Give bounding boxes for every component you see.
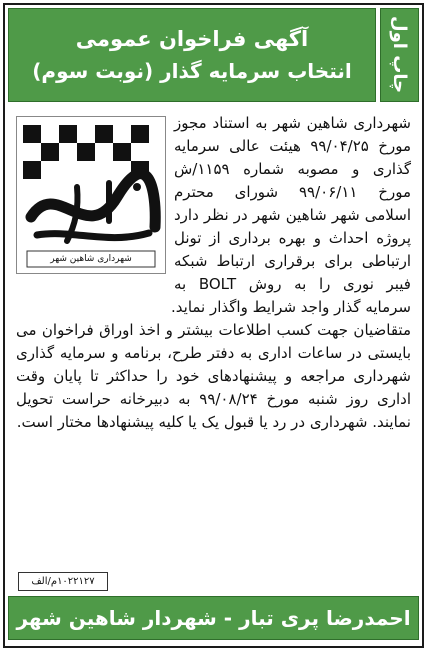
ad-paragraph-intro: شهرداری شاهین شهر به استناد مجوز مورخ ۹۹/۰۴/۲۵ هیئت عالی سرمایه گذاری و مصوبه شماره ۱۱۵۹/ش مورخ ۹۹/۰۶/۱۱ شورای محترم اسلامی شهر شاهین شهر در نظر دارد پروژه احداث و بهره برداری از تونل ارتباطی برای برقراری ارتباط شبکه فیبر نوری را به روش BOLT به سرمایه گذار واجد شرایط واگذار نماید. bbox=[171, 114, 411, 316]
reference-number: ۱۰۲۲۱۲۷م/الف bbox=[18, 572, 108, 591]
print-edition-tag bbox=[380, 8, 419, 102]
ad-title: آگهی فراخوان عمومی bbox=[75, 27, 309, 51]
logo-caption: شهرداری شاهین شهر bbox=[50, 254, 132, 264]
ad-subtitle: انتخاب سرمایه گذار (نوبت سوم) bbox=[32, 59, 352, 83]
ad-footer-signature: احمدرضا پری تبار - شهردار شاهین شهر bbox=[8, 596, 419, 640]
ad-body bbox=[16, 112, 411, 434]
print-edition-label: چاپ اول bbox=[389, 16, 410, 94]
ad-header bbox=[8, 8, 376, 102]
ad-paragraph-instructions: متقاضیان جهت کسب اطلاعات بیشتر و اخذ اوراق فراخوان می بایستی در ساعات اداری به دفتر طرح، برنامه و سرمایه گذاری شهرداری مراجعه و پیشنهادهای خود را حداکثر تا پایان وقت اداری روز شنبه مورخ ۹۹/۰۸/۲۴ به دبیرخانه حراست تحویل نمایند. شهرداری در رد یا قبول یک یا کلیه پیشنهادها مختار است. bbox=[16, 321, 411, 431]
